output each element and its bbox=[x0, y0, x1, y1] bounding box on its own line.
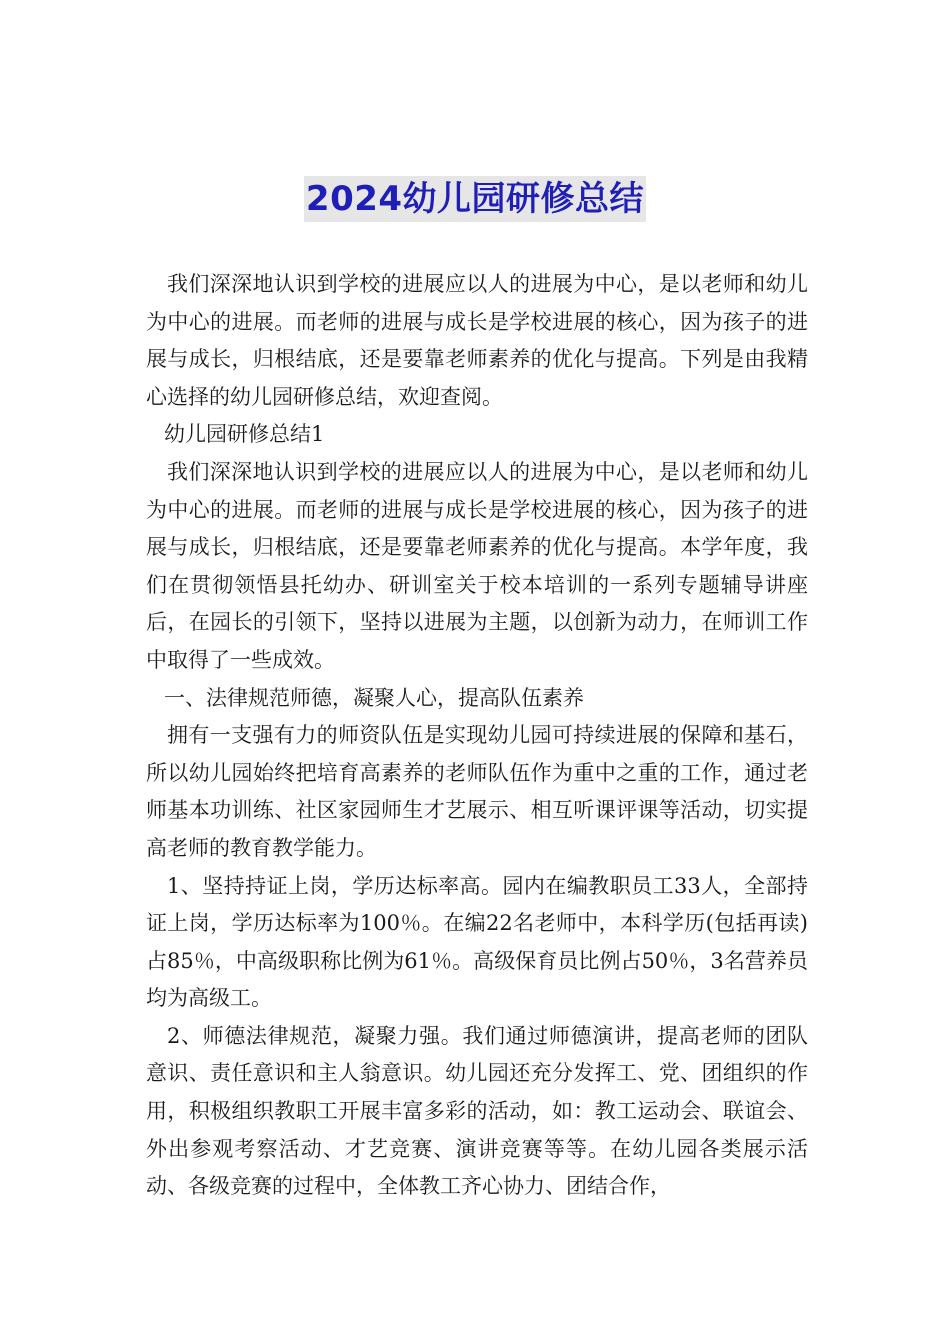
document-body bbox=[146, 266, 808, 1206]
document-title: 2024幼儿园研修总结 bbox=[304, 176, 646, 222]
paragraph-point-2: 2、师德法律规范，凝聚力强。我们通过师德演讲，提高老师的团队意识、责任意识和主人翁意识。幼儿园还充分发挥工、党、团组织的作用，积极组织教职工开展丰富多彩的活动，如：教工运动会、联谊会、外出参观考察活动、才艺竞赛、演讲竞赛等等。在幼儿园各类展示活动、各级竞赛的过程中，全体教工齐心协力、团结合作， bbox=[146, 1023, 808, 1199]
title-container bbox=[0, 176, 950, 222]
paragraph-summary-1: 我们深深地认识到学校的进展应以人的进展为中心，是以老师和幼儿为中心的进展。而老师的进展与成长是学校进展的核心，因为孩子的进展与成长，归根结底，还是要靠老师素养的优化与提高。本学年度，我们在贯彻领悟县托幼办、研训室关于校本培训的一系列专题辅导讲座后，在园长的引领下，坚持以进展为主题，以创新为动力，在师训工作中取得了一些成效。 bbox=[146, 459, 808, 672]
section-heading-summary-1: 幼儿园研修总结1 bbox=[164, 422, 325, 447]
paragraph-intro: 我们深深地认识到学校的进展应以人的进展为中心，是以老师和幼儿为中心的进展。而老师的进展与成长是学校进展的核心，因为孩子的进展与成长，归根结底，还是要靠老师素养的优化与提高。下列是由我精心选择的幼儿园研修总结，欢迎查阅。 bbox=[146, 272, 808, 409]
paragraph-point-1: 1、坚持持证上岗，学历达标率高。园内在编教职员工33人，全部持证上岗，学历达标率为100％。在编22名老师中，本科学历(包括再读)占85％，中高级职称比例为61％。高级保育员比例占50％，3名营养员均为高级工。 bbox=[146, 873, 808, 1011]
paragraph-team: 拥有一支强有力的师资队伍是实现幼儿园可持续进展的保障和基石，所以幼儿园始终把培育高素养的老师队伍作为重中之重的工作，通过老师基本功训练、社区家园师生才艺展示、相互听课评课等活动，切实提高老师的教育教学能力。 bbox=[146, 723, 808, 860]
section-heading-part-1: 一、法律规范师德，凝聚人心，提高队伍素养 bbox=[164, 685, 584, 710]
